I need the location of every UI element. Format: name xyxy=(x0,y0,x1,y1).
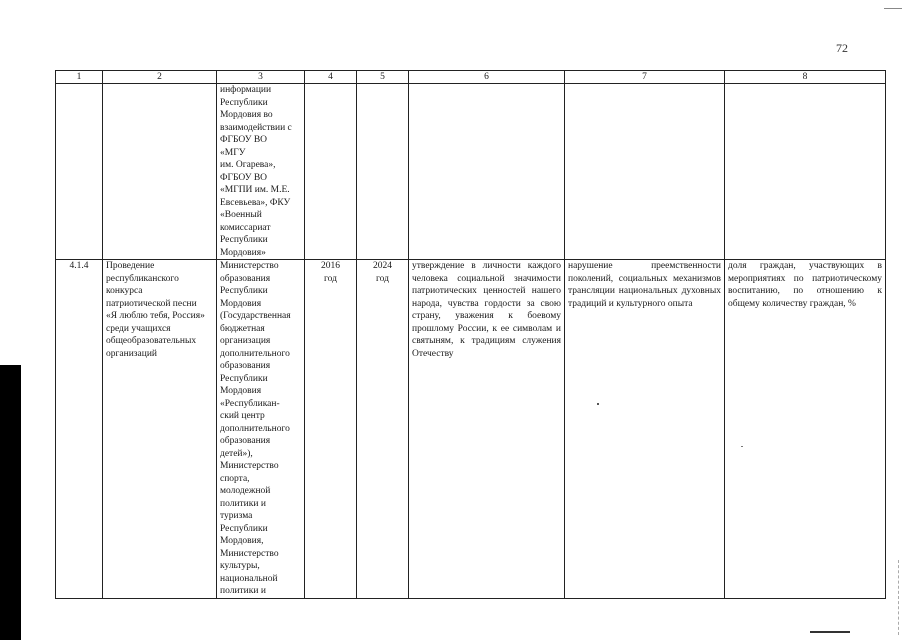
table-cell-number xyxy=(56,84,103,260)
column-header: 7 xyxy=(565,71,725,84)
scan-speck xyxy=(597,403,599,405)
table-cell-result xyxy=(409,84,565,260)
scan-speck xyxy=(741,446,743,447)
scan-artifact-top xyxy=(884,8,902,9)
table-header-row xyxy=(56,71,886,84)
table-cell-event: Проведение республиканского конкурса патриотической песни «Я люблю тебя, Россия» среди учащихся общеобразовательных организаций xyxy=(103,260,217,599)
column-header: 2 xyxy=(103,71,217,84)
column-header: 5 xyxy=(357,71,409,84)
scan-artifact-bottom xyxy=(810,631,850,633)
table-row xyxy=(56,260,886,599)
column-header: 4 xyxy=(305,71,357,84)
table-cell-start: 2016 год xyxy=(305,260,357,599)
table-cell-indicator xyxy=(725,84,886,260)
column-header: 1 xyxy=(56,71,103,84)
table-cell-risk xyxy=(565,84,725,260)
scan-artifact-right xyxy=(898,560,900,635)
table-cell-executors: Министерство образования Республики Мордовия (Государственная бюджетная организация дополнительного образования Республики Мордовия «Республикан- ский центр дополнительного образования детей»), Министерство спорта, молодежной политики и туризма Республики Мордовия, Министерство культуры, национальной политики и xyxy=(217,260,305,599)
scan-binding-edge xyxy=(0,365,21,640)
table-cell-indicator: доля граждан, участвующих в мероприятиях по патриотическому воспитанию, по отношению к общему количеству граждан, % xyxy=(725,260,886,599)
table-row xyxy=(56,84,886,260)
column-header: 6 xyxy=(409,71,565,84)
table-cell-executors: информации Республики Мордовия во взаимодействии с ФГБОУ ВО «МГУ им. Огарева», ФГБОУ ВО «МГПИ им. М.Е. Евсевьева», ФКУ «Военный комиссариат Республики Мордовия» xyxy=(217,84,305,260)
column-header: 3 xyxy=(217,71,305,84)
table-cell-result: утверждение в личности каждого человека социальной значимости патриотических ценностей нашего народа, чувства гордости за свою страну, уважения к боевому прошлому России, к ее символам и святыням, к традициям служения Отечеству xyxy=(409,260,565,599)
table-cell-risk: нарушение преемственности поколений, социальных механизмов трансляции национальных духовных традиций и культурного опыта xyxy=(565,260,725,599)
page-number: 72 xyxy=(836,41,848,55)
table-cell-number: 4.1.4 xyxy=(56,260,103,599)
table-cell-event xyxy=(103,84,217,260)
program-table xyxy=(55,70,886,599)
column-header: 8 xyxy=(725,71,886,84)
table-cell-end: 2024 год xyxy=(357,260,409,599)
table-cell-end xyxy=(357,84,409,260)
table-cell-start xyxy=(305,84,357,260)
